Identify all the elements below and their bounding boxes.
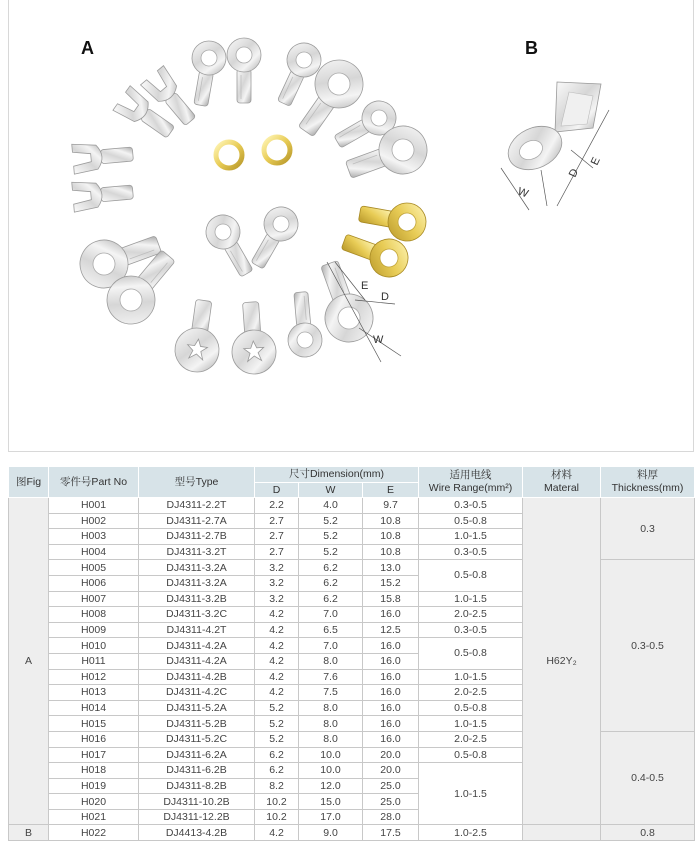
d-cell: 5.2 xyxy=(255,700,299,716)
d-cell: 4.2 xyxy=(255,685,299,701)
wire-range-cell: 0.5-0.8 xyxy=(419,747,523,763)
d-cell: 10.2 xyxy=(255,809,299,825)
d-cell: 5.2 xyxy=(255,731,299,747)
e-cell: 16.0 xyxy=(363,716,419,732)
e-cell: 13.0 xyxy=(363,560,419,576)
wire-range-cell: 2.0-2.5 xyxy=(419,607,523,623)
part-no-cell: H014 xyxy=(49,700,139,716)
d-cell: 3.2 xyxy=(255,591,299,607)
type-cell: DJ4311-2.2T xyxy=(139,498,255,514)
wire-range-cell: 2.0-2.5 xyxy=(419,731,523,747)
part-no-cell: H020 xyxy=(49,794,139,810)
e-cell: 16.0 xyxy=(363,731,419,747)
brass-open-ring-2 xyxy=(264,137,290,163)
w-cell: 15.0 xyxy=(299,794,363,810)
e-cell: 20.0 xyxy=(363,747,419,763)
dim-e-label-b: E xyxy=(588,155,603,168)
col-d-header: D xyxy=(255,483,299,498)
dim-w-label-a: W xyxy=(373,334,384,346)
d-cell: 4.2 xyxy=(255,825,299,841)
w-cell: 6.2 xyxy=(299,591,363,607)
type-cell: DJ4311-3.2B xyxy=(139,591,255,607)
d-cell: 4.2 xyxy=(255,653,299,669)
d-cell: 3.2 xyxy=(255,560,299,576)
figure-a-label: A xyxy=(81,38,94,58)
part-no-cell: H006 xyxy=(49,575,139,591)
w-cell: 7.6 xyxy=(299,669,363,685)
d-cell: 2.7 xyxy=(255,513,299,529)
type-cell: DJ4311-2.7A xyxy=(139,513,255,529)
part-no-cell: H003 xyxy=(49,529,139,545)
wire-range-cell: 0.5-0.8 xyxy=(419,638,523,669)
e-cell: 16.0 xyxy=(363,638,419,654)
e-cell: 10.8 xyxy=(363,513,419,529)
brass-open-ring-1 xyxy=(216,142,242,168)
e-cell: 16.0 xyxy=(363,700,419,716)
thickness-en: Thickness(mm) xyxy=(611,482,684,494)
type-cell: DJ4311-6.2B xyxy=(139,763,255,779)
part-no-cell: H019 xyxy=(49,778,139,794)
star-terminal-2 xyxy=(229,301,278,376)
material-en: Materal xyxy=(543,482,579,494)
thickness-cell: 0.3 xyxy=(601,498,695,560)
fig-cell: A xyxy=(9,498,49,825)
e-cell: 15.8 xyxy=(363,591,419,607)
thickness-cn: 料厚 xyxy=(637,469,658,481)
d-cell: 2.2 xyxy=(255,498,299,514)
part-no-cell: H010 xyxy=(49,638,139,654)
type-cell: DJ4311-3.2T xyxy=(139,544,255,560)
type-cell: DJ4413-4.2B xyxy=(139,825,255,841)
w-cell: 6.2 xyxy=(299,575,363,591)
e-cell: 16.0 xyxy=(363,607,419,623)
type-cell: DJ4311-2.7B xyxy=(139,529,255,545)
e-cell: 20.0 xyxy=(363,763,419,779)
type-cell: DJ4311-3.2A xyxy=(139,560,255,576)
type-cell: DJ4311-5.2B xyxy=(139,716,255,732)
d-cell: 2.7 xyxy=(255,544,299,560)
col-wire-range-header xyxy=(419,467,523,498)
w-cell: 9.0 xyxy=(299,825,363,841)
e-cell: 9.7 xyxy=(363,498,419,514)
w-cell: 8.0 xyxy=(299,700,363,716)
d-cell: 6.2 xyxy=(255,763,299,779)
wire-range-cell: 1.0-1.5 xyxy=(419,716,523,732)
col-part-no-header: 零件号Part No xyxy=(49,467,139,498)
type-cell: DJ4311-5.2C xyxy=(139,731,255,747)
col-material-header xyxy=(523,467,601,498)
wire-range-cell: 1.0-1.5 xyxy=(419,669,523,685)
dim-d-label-a: D xyxy=(381,291,389,303)
part-no-cell: H018 xyxy=(49,763,139,779)
w-cell: 8.0 xyxy=(299,731,363,747)
star-terminal-1 xyxy=(172,297,226,374)
w-cell: 10.0 xyxy=(299,747,363,763)
w-cell: 4.0 xyxy=(299,498,363,514)
type-cell: DJ4311-4.2A xyxy=(139,638,255,654)
e-cell: 28.0 xyxy=(363,809,419,825)
wire-range-en: Wire Range(mm²) xyxy=(428,482,513,494)
table-row xyxy=(9,825,695,841)
type-cell: DJ4311-6.2A xyxy=(139,747,255,763)
fork-terminal-3 xyxy=(72,139,134,174)
d-cell: 2.7 xyxy=(255,529,299,545)
d-cell: 4.2 xyxy=(255,622,299,638)
ring-terminal-9 xyxy=(200,209,262,282)
material-cell: H62Y₂ xyxy=(523,498,601,825)
w-cell: 7.5 xyxy=(299,685,363,701)
thickness-cell: 0.3-0.5 xyxy=(601,560,695,732)
col-dimension-header: 尺寸Dimension(mm) xyxy=(255,467,419,483)
e-cell: 15.2 xyxy=(363,575,419,591)
col-fig-header: 图Fig xyxy=(9,467,49,498)
type-cell: DJ4311-4.2T xyxy=(139,622,255,638)
ring-terminal-10 xyxy=(242,201,304,274)
fig-cell: B xyxy=(9,825,49,841)
fork-terminal-4 xyxy=(72,177,134,212)
wire-range-cell: 2.0-2.5 xyxy=(419,685,523,701)
brass-ring-1 xyxy=(356,195,429,244)
wire-range-cell: 0.5-0.8 xyxy=(419,700,523,716)
d-cell: 4.2 xyxy=(255,669,299,685)
wire-range-cell: 1.0-1.5 xyxy=(419,763,523,825)
w-cell: 12.0 xyxy=(299,778,363,794)
part-no-cell: H011 xyxy=(49,653,139,669)
wire-range-cell: 1.0-1.5 xyxy=(419,529,523,545)
d-cell: 10.2 xyxy=(255,794,299,810)
col-type-header: 型号Type xyxy=(139,467,255,498)
part-no-cell: H016 xyxy=(49,731,139,747)
type-cell: DJ4311-3.2C xyxy=(139,607,255,623)
d-cell: 5.2 xyxy=(255,716,299,732)
material-cell-b xyxy=(523,825,601,841)
type-cell: DJ4311-4.2B xyxy=(139,669,255,685)
d-cell: 3.2 xyxy=(255,575,299,591)
e-cell: 10.8 xyxy=(363,544,419,560)
part-no-cell: H005 xyxy=(49,560,139,576)
col-w-header: W xyxy=(299,483,363,498)
w-cell: 17.0 xyxy=(299,809,363,825)
wire-range-cell: 1.0-1.5 xyxy=(419,591,523,607)
d-cell: 8.2 xyxy=(255,778,299,794)
product-image-panel xyxy=(8,0,694,452)
part-no-cell: H012 xyxy=(49,669,139,685)
w-cell: 5.2 xyxy=(299,529,363,545)
part-no-cell: H022 xyxy=(49,825,139,841)
e-cell: 16.0 xyxy=(363,685,419,701)
part-no-cell: H021 xyxy=(49,809,139,825)
part-no-cell: H017 xyxy=(49,747,139,763)
wire-range-cell: 0.3-0.5 xyxy=(419,498,523,514)
d-cell: 4.2 xyxy=(255,607,299,623)
type-cell: DJ4311-4.2A xyxy=(139,653,255,669)
e-cell: 25.0 xyxy=(363,794,419,810)
material-cn: 材料 xyxy=(551,469,572,481)
spec-table-body xyxy=(9,498,695,841)
w-cell: 6.5 xyxy=(299,622,363,638)
w-cell: 8.0 xyxy=(299,653,363,669)
ring-terminal-2 xyxy=(227,38,261,103)
type-cell: DJ4311-3.2A xyxy=(139,575,255,591)
d-cell: 4.2 xyxy=(255,638,299,654)
dim-e-label-a: E xyxy=(361,280,369,292)
type-cell: DJ4311-10.2B xyxy=(139,794,255,810)
type-cell: DJ4311-4.2C xyxy=(139,685,255,701)
type-cell: DJ4311-5.2A xyxy=(139,700,255,716)
spec-table xyxy=(8,466,695,841)
d-cell: 6.2 xyxy=(255,747,299,763)
part-no-cell: H013 xyxy=(49,685,139,701)
wire-range-cn: 适用电线 xyxy=(449,469,492,481)
w-cell: 7.0 xyxy=(299,638,363,654)
w-cell: 8.0 xyxy=(299,716,363,732)
type-cell: DJ4311-8.2B xyxy=(139,778,255,794)
part-no-cell: H009 xyxy=(49,622,139,638)
e-cell: 17.5 xyxy=(363,825,419,841)
w-cell: 7.0 xyxy=(299,607,363,623)
wire-range-cell: 0.5-0.8 xyxy=(419,513,523,529)
wire-range-cell: 0.3-0.5 xyxy=(419,622,523,638)
w-cell: 6.2 xyxy=(299,560,363,576)
part-no-cell: H001 xyxy=(49,498,139,514)
w-cell: 5.2 xyxy=(299,513,363,529)
part-no-cell: H002 xyxy=(49,513,139,529)
part-no-cell: H008 xyxy=(49,607,139,623)
col-e-header: E xyxy=(363,483,419,498)
thickness-cell: 0.4-0.5 xyxy=(601,731,695,825)
terminal-photo xyxy=(9,0,695,452)
part-no-cell: H007 xyxy=(49,591,139,607)
type-cell: DJ4311-12.2B xyxy=(139,809,255,825)
col-thickness-header xyxy=(601,467,695,498)
w-cell: 5.2 xyxy=(299,544,363,560)
dim-d-label-b: D xyxy=(566,166,582,180)
wire-range-cell: 0.5-0.8 xyxy=(419,560,523,591)
ring-terminal-11 xyxy=(284,291,324,359)
e-cell: 25.0 xyxy=(363,778,419,794)
thickness-cell: 0.8 xyxy=(601,825,695,841)
ring-terminal-1 xyxy=(184,38,229,108)
part-no-cell: H004 xyxy=(49,544,139,560)
dim-w-label-b: W xyxy=(515,185,530,201)
figure-b-terminal xyxy=(501,82,601,178)
wire-range-cell: 0.3-0.5 xyxy=(419,544,523,560)
figure-b-label: B xyxy=(525,38,538,58)
w-cell: 10.0 xyxy=(299,763,363,779)
e-cell: 10.8 xyxy=(363,529,419,545)
part-no-cell: H015 xyxy=(49,716,139,732)
table-row xyxy=(9,498,695,514)
e-cell: 16.0 xyxy=(363,653,419,669)
wire-range-cell: 1.0-2.5 xyxy=(419,825,523,841)
e-cell: 16.0 xyxy=(363,669,419,685)
e-cell: 12.5 xyxy=(363,622,419,638)
